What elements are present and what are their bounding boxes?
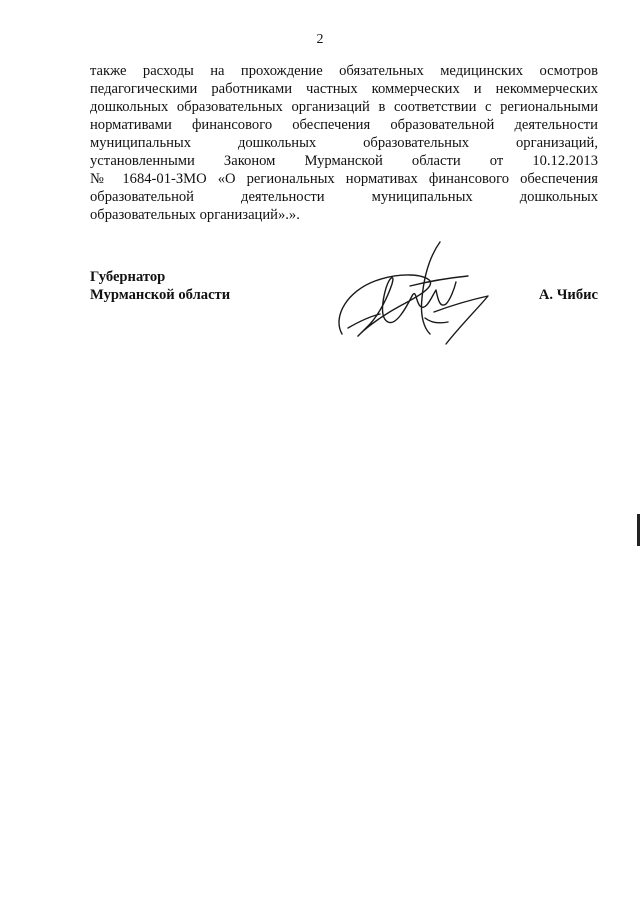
paragraph-line: образовательной деятельности муниципальных дошкольных (90, 189, 598, 205)
page-number: 2 (316, 32, 324, 47)
signature-block (90, 268, 598, 348)
handwritten-signature (330, 236, 500, 351)
signatory-title-line: Губернатор (90, 269, 166, 285)
paragraph-line: образовательных организаций».». (90, 207, 300, 223)
signatory-title (90, 268, 230, 304)
paragraph-line: муниципальных дошкольных образовательных организаций, (90, 135, 598, 151)
paragraph-line: дошкольных образовательных организаций в соответствии с региональными (90, 99, 598, 115)
paragraph-line: № 1684-01-ЗМО «О региональных нормативах финансового обеспечения (90, 171, 598, 187)
body-paragraph (90, 62, 598, 224)
paragraph-line: педагогическими работниками частных коммерческих и некоммерческих (90, 81, 598, 97)
paragraph-line: установленными Законом Мурманской области от 10.12.2013 (90, 153, 598, 169)
paragraph-line: нормативами финансового обеспечения образовательной деятельности (90, 117, 598, 133)
signatory-title-line: Мурманской области (90, 287, 231, 303)
paragraph-line: также расходы на прохождение обязательных медицинских осмотров (90, 63, 598, 79)
signatory-name: А. Чибис (538, 287, 598, 303)
